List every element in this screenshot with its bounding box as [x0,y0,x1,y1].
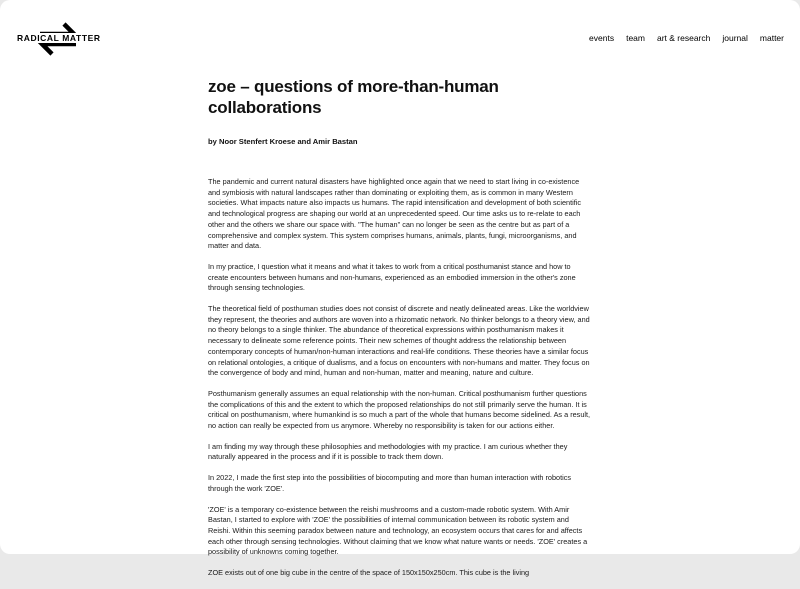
nav-art-research[interactable]: art & research [656,33,711,43]
article-title: zoe – questions of more-than-human collaborations [208,77,499,117]
paragraph: The theoretical field of posthuman studies does not consist of discrete and neatly delineated areas. Like the worldview they represent, the theories and authors are woven into a rhizomatic network. No thinker belongs to a theory view, and no theory belongs to a single thinker. The abundance of theoretical expressions within posthumanism makes it necessary to delineate some reference points. Their new schemes of thought address the relationship between contemporary concepts of human/non-human interactions and real-life conditions. These theories have a similar focus on relational ontologies, a critique of dualisms, and a focus on encounters with non-humans and matter. They focus on the convergence of body and mind, human and non-human, matter and meaning, nature and culture. [208,304,590,378]
nav-events[interactable]: events [589,33,615,43]
paragraph: 'ZOE' is a temporary co-existence between the reishi mushrooms and a custom-made robotic system. With Amir Bastan, I started to explore with 'ZOE' the possibilities of internal communication between its robotic system and Reishi. Within this seeming paradox between nature and technology, an ecosystem occurs that cares for and affects each other through sensing technologies. Without claiming that we know what nature wants or needs. 'ZOE' creates a possibility of unknowns coming together. [208,504,588,557]
logo-text: RADICAL MATTER [17,33,101,43]
article-byline: by Noor Stenfert Kroese and Amir Bastan [208,137,358,146]
paragraph: In 2022, I made the first step into the possibilities of biocomputing and more than human interaction with robotics through the work 'ZOE'. [208,473,572,493]
radical-matter-logo[interactable] [16,20,106,58]
paragraph: The pandemic and current natural disasters have highlighted once again that we need to start living in co-existence and symbiosis with natural landscapes rather than dominating or exploiting them, as is common in many Western societies. What impacts nature also impacts us humans. The rapid intensification and development of both scientific and technological progress are shaping our world at an unprecedented speed. Our time asks us to re-relate to each other and the others we share our space with. "The human" can no longer be seen as the centre but as part of a comprehensive and complex system. This system comprises humans, animals, plants, fungi, microorganisms, and matter and data. [208,177,582,251]
paragraph: Posthumanism generally assumes an equal relationship with the non-human. Critical posthumanism further questions the complications of this and the extent to which the proposed relationships do not still primarily serve the human. It is critical on posthumanism, where humankind is so much a part of the whole that humans become sidelined. As a result, no action can really be expected from us anymore. Whereby no responsibility is taken for our actions either. [208,388,591,431]
article [208,76,592,589]
paragraph: In my practice, I question what it means and what it takes to work from a critical posthumanist stance and how to create encounters between humans and non-humans, experienced as an embodied immersion in the other's zone through sensing technologies. [208,261,576,293]
nav-journal[interactable]: journal [722,33,748,43]
paragraph: I am finding my way through these philosophies and methodologies with my practice. I am curious whether they naturally appeared in the process and if it is possible to track them down. [208,441,568,462]
nav-matter[interactable]: matter [759,33,784,43]
main-nav [589,33,784,43]
article-body [208,177,592,579]
paragraph: ZOE exists out of one big cube in the centre of the space of 150x150x250cm. This cube is the living [208,568,530,578]
nav-team[interactable]: team [626,33,645,43]
